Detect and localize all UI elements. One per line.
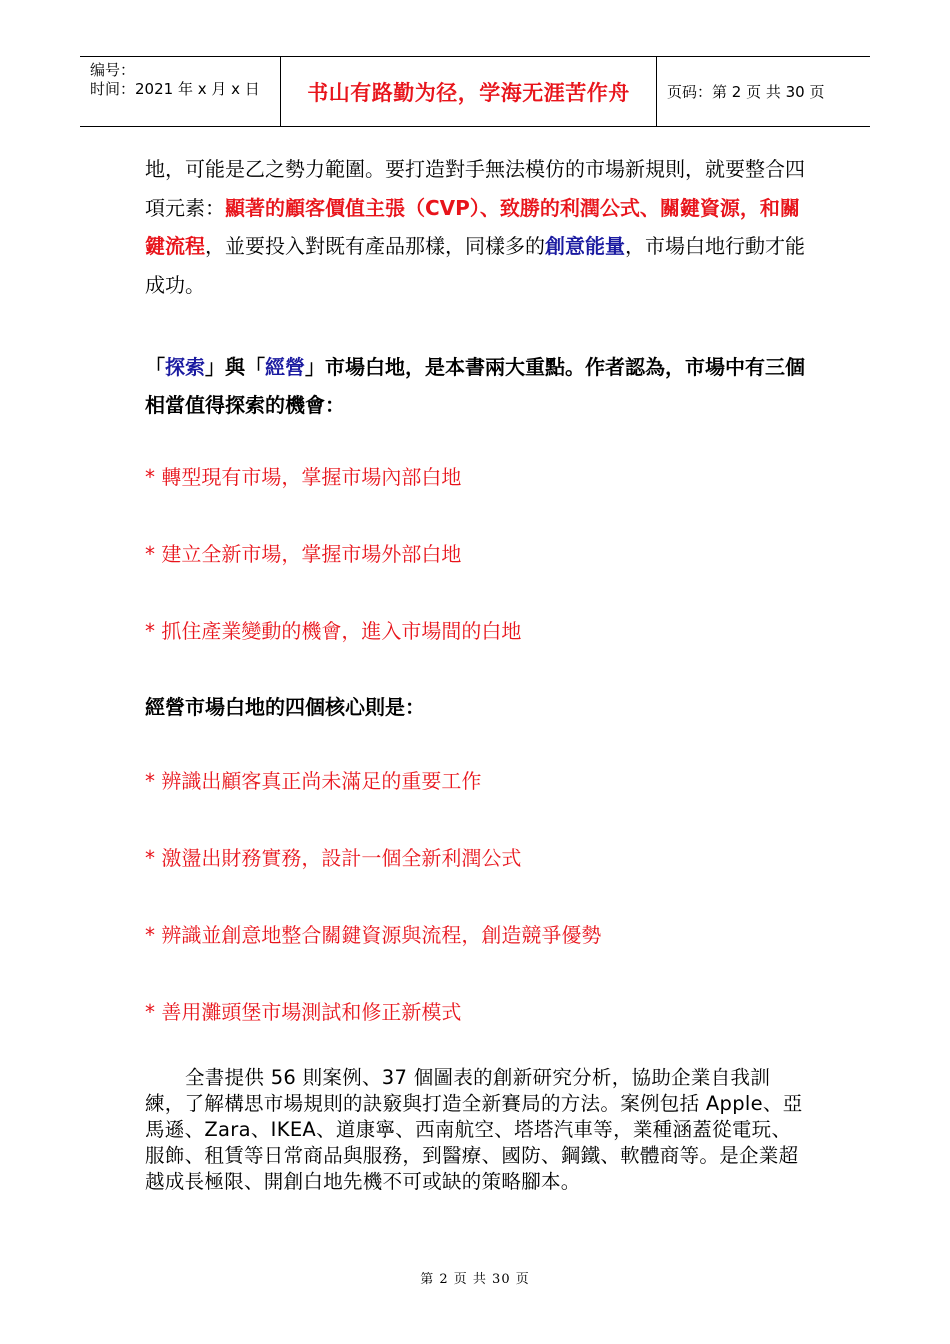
explore-heading bbox=[145, 348, 805, 424]
document-body bbox=[145, 150, 805, 1195]
summary-paragraph: 全書提供 56 則案例、37 個圖表的創新研究分析，協助企業自我訓練，了解構思市場規則的訣竅與打造全新賽局的方法。案例包括 Apple、亞馬遜、Zara、IKEA、道康寧、西南航空、塔塔汽車等，業種涵蓋從電玩、服飾、租賃等日常商品與服務，到醫療、國防、鋼鐵、軟體商等。是企業超越成長極限、開創白地先機不可或缺的策略腳本。 bbox=[145, 1066, 803, 1193]
header-motto: 书山有路勤为径，学海无涯苦作舟 bbox=[280, 57, 657, 126]
intro-paragraph bbox=[145, 150, 805, 304]
explore-heading-rest: 」市場白地，是本書兩大重點。作者認為，市場中有三個相當值得探索的機會： bbox=[145, 355, 805, 417]
time-label: 时间：2021 年 x 月 x 日 bbox=[90, 80, 260, 98]
list-item: * 抓住產業變動的機會，進入市場間的白地 bbox=[145, 619, 522, 643]
list-item: * 轉型現有市場，掌握市場內部白地 bbox=[145, 465, 462, 489]
header-meta bbox=[80, 57, 280, 126]
number-label: 编号： bbox=[90, 61, 136, 79]
bracket-open: 「 bbox=[145, 355, 165, 379]
intro-text-c: ，並要投入對既有產品那樣，同樣多的 bbox=[205, 234, 545, 258]
bracket-mid: 」與「 bbox=[205, 355, 265, 379]
list-item: * 辨識並創意地整合關鍵資源與流程，創造競爭優勢 bbox=[145, 923, 602, 947]
list-item: * 激盪出財務實務，設計一個全新利潤公式 bbox=[145, 846, 522, 870]
list-item: * 善用灘頭堡市場測試和修正新模式 bbox=[145, 1000, 462, 1024]
intro-highlight-elements: 顯著的顧客價值主張（CVP）、致勝的利潤公式、關鍵資源，和關鍵流程 bbox=[145, 195, 800, 258]
list-item: * 建立全新市場，掌握市場外部白地 bbox=[145, 542, 462, 566]
intro-highlight-energy: 創意能量 bbox=[545, 234, 625, 258]
explore-word: 探索 bbox=[165, 355, 205, 379]
manage-word: 經營 bbox=[265, 355, 305, 379]
intro-text-a: 地，可能是乙之勢力範圍。要打造對手無法模仿的市場新規則，就要整合四項元素： bbox=[145, 157, 805, 220]
page-footer: 第 2 页 共 30 页 bbox=[420, 1272, 530, 1287]
list-item: * 辨識出顧客真正尚未滿足的重要工作 bbox=[145, 769, 482, 793]
header-page-info: 页码：第 2 页 共 30 页 bbox=[667, 83, 825, 101]
page-header bbox=[80, 56, 870, 127]
core-heading: 經營市場白地的四個核心則是： bbox=[145, 695, 425, 719]
intro-text-e: ，市場白地行動才能成功。 bbox=[145, 234, 805, 297]
